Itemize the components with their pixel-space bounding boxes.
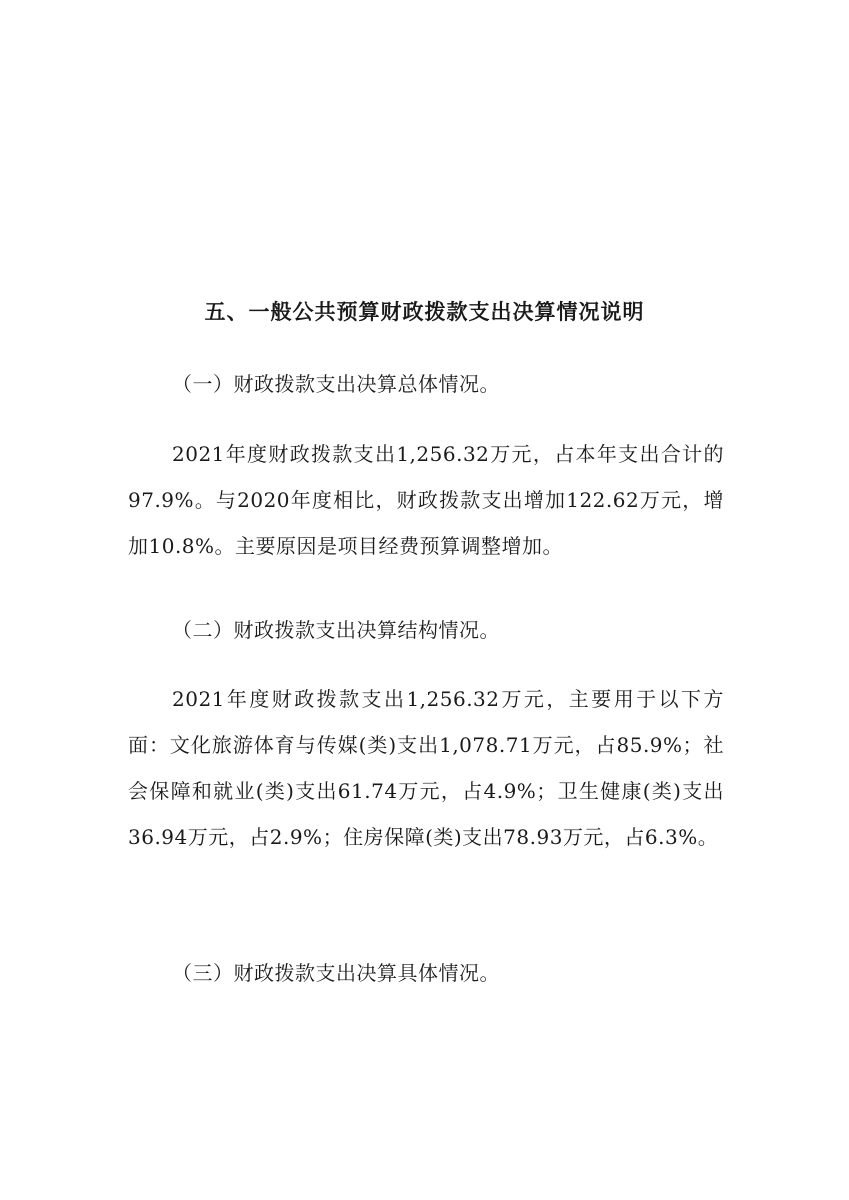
paragraph-structure: 2021年度财政拨款支出1,256.32万元，主要用于以下方面：文化旅游体育与传媒(类)支出1,078.71万元，占85.9%；社会保障和就业(类)支出61.74万元，占4.9%；卫生健康(类)支出36.94万元，占2.9%；住房保障(类)支出78.93万元，占6.3%。	[128, 687, 724, 849]
document-title: 五、一般公共预算财政拨款支出决算情况说明	[204, 300, 645, 324]
section-heading-structure: （二）财政拨款支出决算结构情况。	[172, 618, 500, 642]
paragraph-overall: 2021年度财政拨款支出1,256.32万元，占本年支出合计的97.9%。与2020年度相比，财政拨款支出增加122.62万元，增加10.8%。主要原因是项目经费预算调整增加。	[128, 442, 724, 558]
section-heading-overall: （一）财政拨款支出决算总体情况。	[172, 372, 500, 396]
section-heading-details: （三）财政拨款支出决算具体情况。	[172, 961, 500, 985]
